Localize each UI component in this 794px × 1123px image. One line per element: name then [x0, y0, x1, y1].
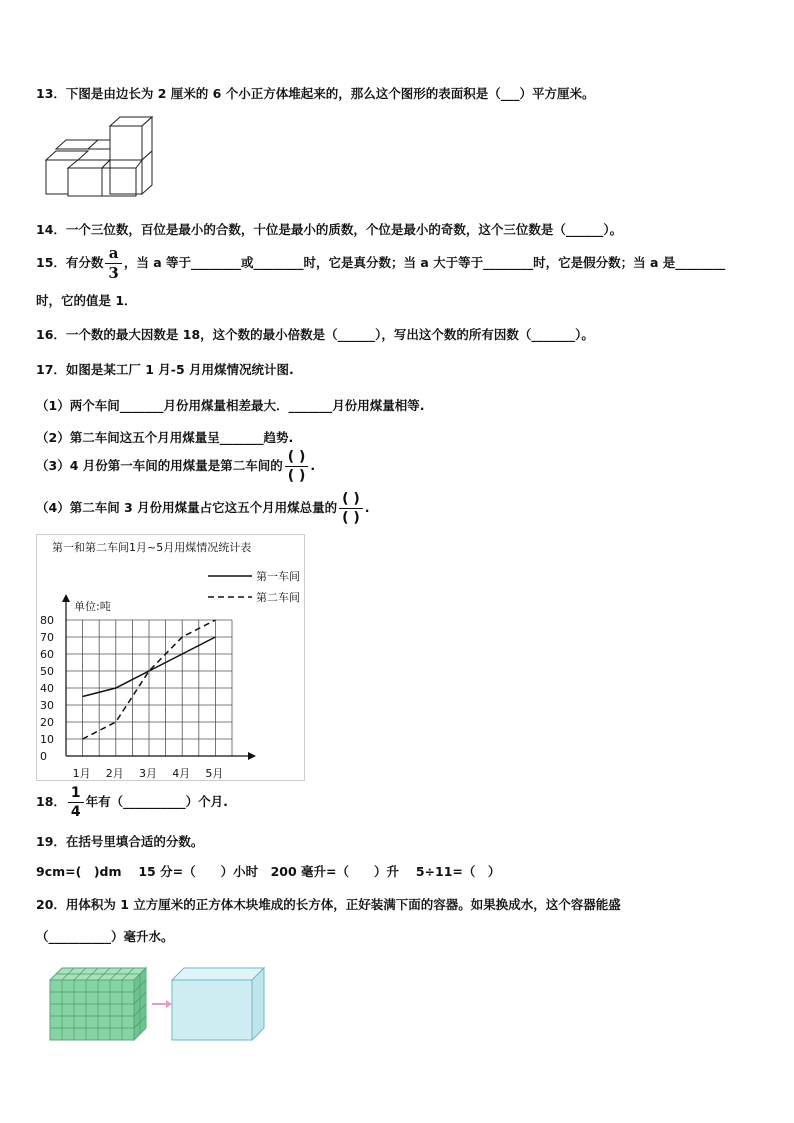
- question-15-line-2: 时，它的值是 1．: [36, 293, 137, 308]
- question-17-part-1: （1）两个车间_______月份用煤量相差最大．_______月份用煤量相等.: [36, 398, 425, 413]
- blank-fraction: $\frac{( )}{( )}$: [285, 450, 309, 483]
- question-16: 16．一个数的最大因数是 18，这个数的最小倍数是（______），写出这个数的所有因数（_______）。: [36, 327, 594, 342]
- question-14: 14．一个三位数，百位是最小的合数，十位是最小的质数，个位是最小的奇数，这个三位数是（______）。: [36, 222, 623, 237]
- coal-usage-line-chart: [36, 534, 306, 782]
- x-tick-label: 1月: [72, 767, 91, 780]
- y-tick-label: 50: [40, 665, 54, 678]
- legend-label: 第一车间: [256, 570, 300, 583]
- y-tick-label: 30: [40, 699, 54, 712]
- cuboid-front-face: [50, 980, 134, 1040]
- y-tick-label: 70: [40, 631, 54, 644]
- cube-stack-figure: [42, 112, 162, 200]
- question-17-part-4: （4）第二车间 3 月份用煤量占它这五个月用煤总量的 $\frac{( )}{( )}$ .: [36, 491, 370, 526]
- question-20-line-1: 20．用体积为 1 立方厘米的正方体木块堆成的长方体，正好装满下面的容器。如果换成水，这个容器能盛: [36, 897, 621, 912]
- blank-fraction: $\frac{( )}{( )}$: [339, 492, 363, 525]
- empty-container: [172, 968, 264, 1040]
- x-tick-label: 2月: [105, 767, 124, 780]
- question-17-intro: 17．如图是某工厂 1 月-5 月用煤情况统计图.: [36, 362, 294, 377]
- arrow-icon: [152, 1000, 172, 1008]
- x-tick-label: 3月: [139, 767, 157, 780]
- question-20-line-2: （__________）毫升水。: [36, 929, 174, 944]
- y-tick-label: 0: [40, 750, 47, 763]
- x-tick-label: 5月: [205, 767, 224, 780]
- question-19-title: 19．在括号里填合适的分数。: [36, 834, 204, 849]
- y-tick-label: 80: [40, 614, 54, 627]
- chart-title: 第一和第二车间1月~5月用煤情况统计表: [52, 541, 252, 554]
- x-tick-label: 4月: [172, 767, 191, 780]
- y-tick-label: 40: [40, 682, 54, 695]
- chart-y-axis-label: 单位:吨: [74, 600, 111, 613]
- q15-prefix: 15．有分数: [36, 255, 104, 270]
- question-18: 18． $\frac{1}{4}$ 年有（__________）个月.: [36, 785, 228, 820]
- fraction-a-over-3: $\frac{a}{3}$: [105, 246, 121, 281]
- legend-label: 第二车间: [256, 591, 300, 604]
- cuboid-and-container-figure: [48, 964, 270, 1044]
- question-19-items: 9cm=( )dm 15 分=（ ）小时 200 毫升=（ ）升 5÷11=（ ）: [36, 864, 501, 879]
- question-15-line-1: [36, 246, 766, 281]
- question-17-part-2: （2）第二车间这五个月用煤量呈_______趋势.: [36, 430, 294, 445]
- q15-line-1-text: ，当 a 等于________或________时，它是真分数；当 a 大于等于________时，它是假分数；当 a 是________: [123, 255, 726, 270]
- y-tick-label: 60: [40, 648, 54, 661]
- question-17-part-3: （3）4 月份第一车间的用煤量是第二车间的 $\frac{( )}{( )}$ .: [36, 449, 316, 484]
- question-13: 13．下图是由边长为 2 厘米的 6 个小正方体堆起来的，那么这个图形的表面积是（___）平方厘米。: [36, 86, 595, 101]
- y-tick-label: 10: [40, 733, 54, 746]
- fraction-1-over-4: $\frac{1}{4}$: [68, 786, 84, 819]
- y-tick-label: 20: [40, 716, 54, 729]
- unit-cube-cuboid: [50, 968, 146, 1040]
